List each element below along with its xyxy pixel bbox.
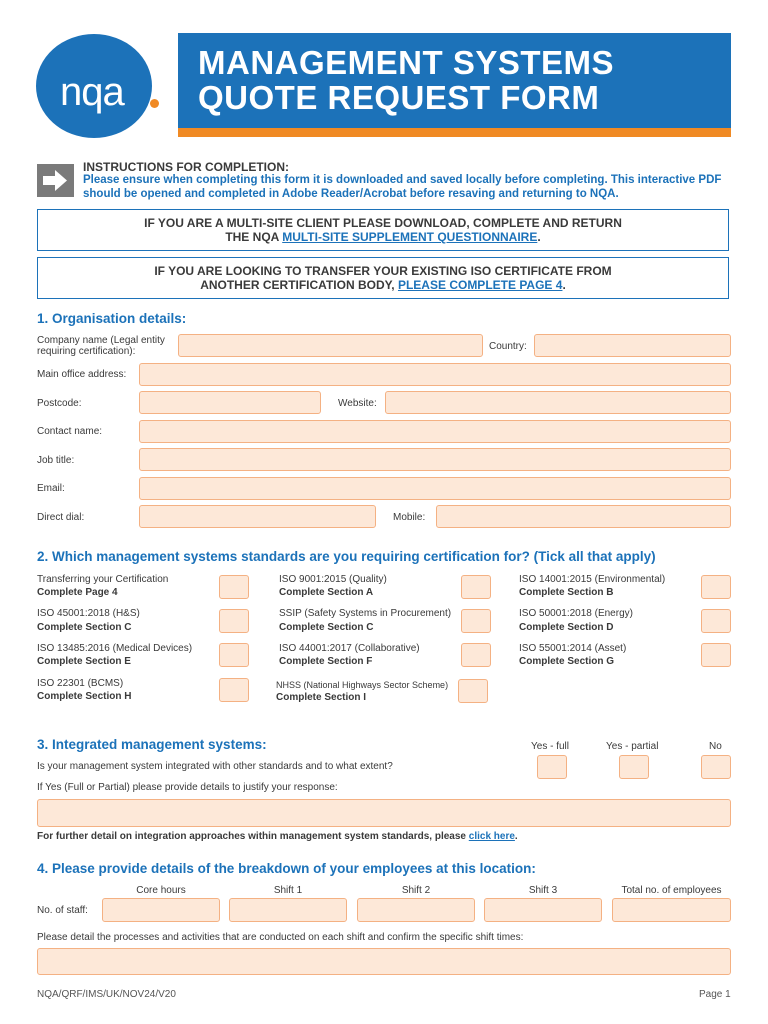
- form-title-line1: MANAGEMENT SYSTEMS: [198, 44, 615, 81]
- website-label: Website:: [338, 398, 377, 409]
- col-total-employees: Total no. of employees: [621, 885, 722, 896]
- instructions-heading: INSTRUCTIONS FOR COMPLETION:: [83, 160, 289, 174]
- integration-details-field[interactable]: [37, 799, 731, 827]
- standard-iso9001-name: ISO 9001:2015 (Quality): [279, 574, 387, 585]
- standard-iso55001-name: ISO 55001:2014 (Asset): [519, 643, 627, 654]
- title-stripe: [178, 128, 731, 137]
- transfer-notice-line2: [38, 278, 728, 292]
- staff-total-field[interactable]: [612, 898, 731, 922]
- checkbox-yes-partial[interactable]: [619, 755, 649, 779]
- section1-title: 1. Organisation details:: [37, 311, 187, 326]
- col-yes-partial-label: Yes - partial: [606, 741, 659, 752]
- standard-iso22301-section: Complete Section H: [37, 691, 132, 702]
- further-suffix: .: [514, 831, 518, 842]
- job-title-field[interactable]: [139, 448, 731, 471]
- page-number: Page 1: [699, 989, 731, 1000]
- postcode-field[interactable]: [139, 391, 321, 414]
- section3-title: 3. Integrated management systems:: [37, 737, 267, 752]
- staff-shift3-field[interactable]: [484, 898, 602, 922]
- standard-ssip-section: Complete Section C: [279, 622, 374, 633]
- checkbox-yes-full[interactable]: [537, 755, 567, 779]
- address-field[interactable]: [139, 363, 731, 386]
- section4-title: 4. Please provide details of the breakdown of your employees at this location:: [37, 861, 536, 876]
- standard-iso22301-name: ISO 22301 (BCMS): [37, 678, 124, 689]
- direct-dial-label: Direct dial:: [37, 512, 85, 523]
- company-name-field[interactable]: [178, 334, 483, 357]
- country-label: Country:: [489, 341, 527, 352]
- checkbox-ssip[interactable]: [461, 609, 491, 633]
- postcode-label: Postcode:: [37, 398, 82, 409]
- multisite-suffix: .: [537, 230, 541, 244]
- form-title-line2: QUOTE REQUEST FORM: [198, 79, 600, 116]
- checkbox-iso45001[interactable]: [219, 609, 249, 633]
- standard-nhss-section: Complete Section I: [276, 692, 367, 703]
- checkbox-iso55001[interactable]: [701, 643, 731, 667]
- arrow-right-icon: [37, 164, 74, 197]
- standard-transfer-name: Transferring your Certification: [37, 574, 169, 585]
- section2-title: 2. Which management systems standards are you requiring certification for? (Tick all that apply): [37, 549, 656, 564]
- mobile-label: Mobile:: [393, 512, 426, 523]
- standard-iso9001-section: Complete Section A: [279, 587, 374, 598]
- col-core-hours: Core hours: [136, 885, 186, 896]
- no-of-staff-label: No. of staff:: [37, 905, 88, 916]
- transfer-prefix: ANOTHER CERTIFICATION BODY,: [200, 278, 398, 292]
- integration-question: Is your management system integrated with other standards and to what extent?: [37, 761, 393, 772]
- checkbox-transfer[interactable]: [219, 575, 249, 599]
- col-no-label: No: [709, 741, 722, 752]
- standard-iso50001-name: ISO 50001:2018 (Energy): [519, 608, 633, 619]
- logo-text: nqa: [60, 70, 124, 114]
- checkbox-iso14001[interactable]: [701, 575, 731, 599]
- standard-iso45001-section: Complete Section C: [37, 622, 132, 633]
- col-shift2: Shift 2: [401, 885, 431, 896]
- standard-nhss-name: NHSS (National Highways Sector Scheme): [276, 680, 449, 690]
- standard-iso55001-section: Complete Section G: [519, 656, 615, 667]
- further-prefix: For further detail on integration approaches within management system standards, please: [37, 831, 469, 842]
- website-field[interactable]: [385, 391, 731, 414]
- standard-transfer-section: Complete Page 4: [37, 587, 118, 598]
- checkbox-iso22301[interactable]: [219, 678, 249, 702]
- standard-iso45001-name: ISO 45001:2018 (H&S): [37, 608, 140, 619]
- checkbox-iso13485[interactable]: [219, 643, 249, 667]
- checkbox-iso9001[interactable]: [461, 575, 491, 599]
- email-label: Email:: [37, 483, 65, 494]
- standard-iso13485-name: ISO 13485:2016 (Medical Devices): [37, 643, 193, 654]
- col-yes-full-label: Yes - full: [531, 741, 569, 752]
- standard-iso14001-name: ISO 14001:2015 (Environmental): [519, 574, 666, 585]
- contact-name-label: Contact name:: [37, 426, 103, 437]
- complete-page4-link[interactable]: PLEASE COMPLETE PAGE 4: [397, 278, 563, 292]
- contact-name-field[interactable]: [139, 420, 731, 443]
- checkbox-no[interactable]: [701, 755, 731, 779]
- col-shift1: Shift 1: [273, 885, 303, 896]
- multisite-prefix: THE NQA: [225, 230, 283, 244]
- company-name-label: Company name (Legal entity requiring certification):: [37, 335, 165, 357]
- staff-shift1-field[interactable]: [229, 898, 347, 922]
- direct-dial-field[interactable]: [139, 505, 376, 528]
- standard-iso13485-section: Complete Section E: [37, 656, 131, 667]
- transfer-suffix: .: [562, 278, 566, 292]
- logo-dot: [150, 99, 159, 108]
- transfer-notice: [37, 257, 729, 299]
- integration-further-text: [37, 831, 518, 842]
- checkbox-nhss[interactable]: [458, 679, 488, 703]
- email-field[interactable]: [139, 477, 731, 500]
- address-label: Main office address:: [37, 369, 127, 380]
- integration-details-label: If Yes (Full or Partial) please provide details to justify your response:: [37, 782, 338, 793]
- standard-ssip-name: SSIP (Safety Systems in Procurement): [279, 608, 452, 619]
- job-title-label: Job title:: [37, 455, 75, 466]
- staff-core-hours-field[interactable]: [102, 898, 220, 922]
- click-here-link[interactable]: click here: [468, 831, 515, 842]
- multisite-notice: [37, 209, 729, 251]
- shift-detail-label: Please detail the processes and activities that are conducted on each shift and confirm the specific shift times:: [37, 932, 524, 943]
- shift-detail-field[interactable]: [37, 948, 731, 975]
- transfer-notice-line1: IF YOU ARE LOOKING TO TRANSFER YOUR EXISTING ISO CERTIFICATE FROM: [154, 264, 612, 278]
- country-field[interactable]: [534, 334, 731, 357]
- form-code: NQA/QRF/IMS/UK/NOV24/V20: [37, 989, 176, 1000]
- standard-iso14001-section: Complete Section B: [519, 587, 614, 598]
- mobile-field[interactable]: [436, 505, 731, 528]
- standard-iso50001-section: Complete Section D: [519, 622, 614, 633]
- multisite-notice-line2: [38, 230, 728, 244]
- instructions-body: Please ensure when completing this form it is downloaded and saved locally before completing. This interactive PDF should be opened and completed in Adobe Reader/Acrobat before resaving and returning to NQA.: [83, 174, 722, 200]
- standard-iso44001-section: Complete Section F: [279, 656, 373, 667]
- checkbox-iso44001[interactable]: [461, 643, 491, 667]
- multisite-notice-line1: IF YOU ARE A MULTI-SITE CLIENT PLEASE DOWNLOAD, COMPLETE AND RETURN: [144, 216, 622, 230]
- standard-iso44001-name: ISO 44001:2017 (Collaborative): [279, 643, 420, 654]
- staff-shift2-field[interactable]: [357, 898, 475, 922]
- col-shift3: Shift 3: [528, 885, 558, 896]
- multisite-questionnaire-link[interactable]: MULTI-SITE SUPPLEMENT QUESTIONNAIRE: [282, 230, 538, 244]
- checkbox-iso50001[interactable]: [701, 609, 731, 633]
